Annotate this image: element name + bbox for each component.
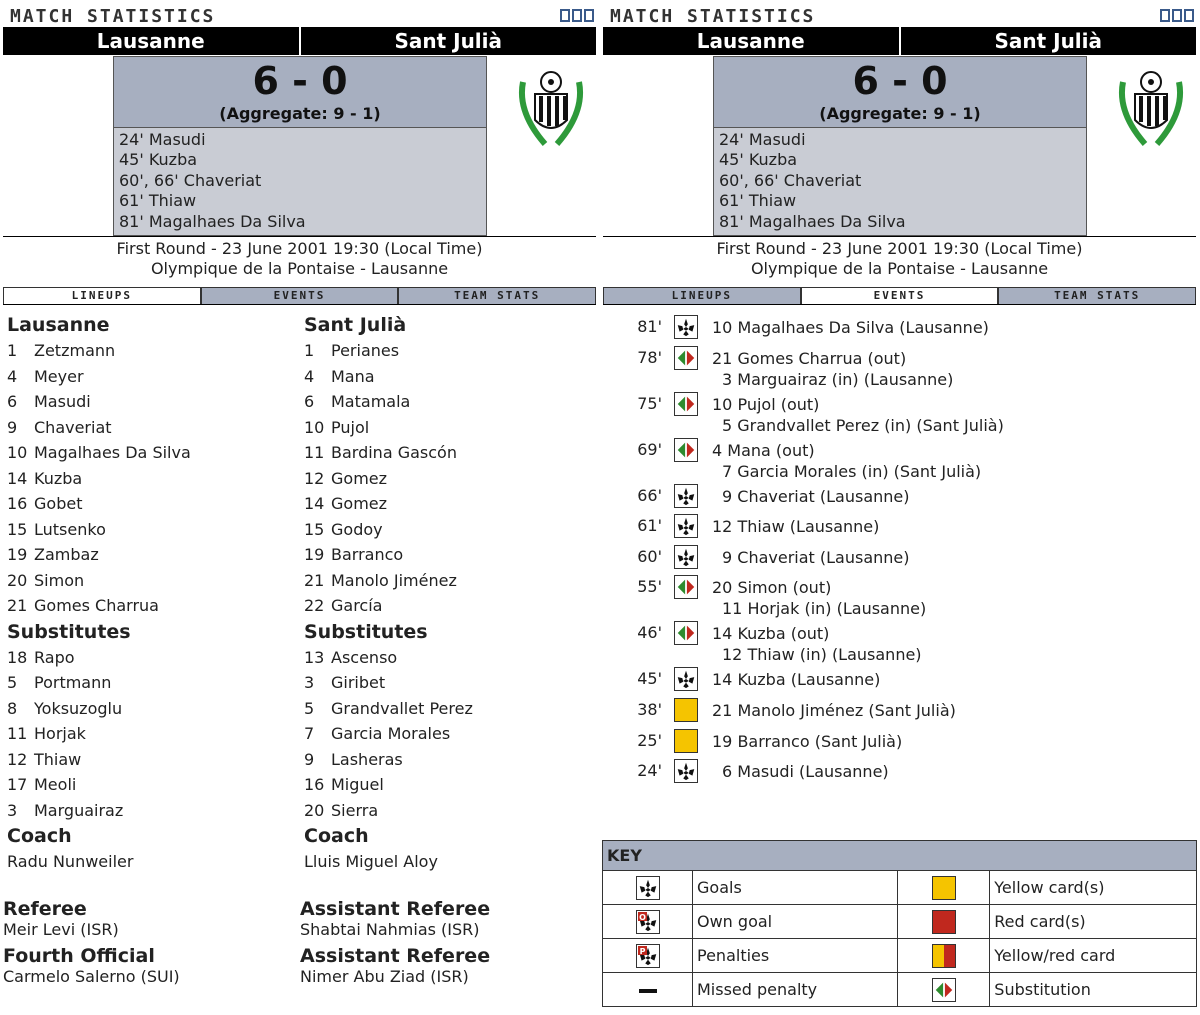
away-team-name: Sant Julià xyxy=(899,27,1197,55)
substitute-row xyxy=(7,721,191,747)
substitution-icon xyxy=(674,621,698,645)
tab-lineups[interactable]: LINEUPS xyxy=(603,287,801,304)
player-number: 5 xyxy=(304,698,315,718)
substitution-icon xyxy=(674,392,698,416)
event-minute: 61' xyxy=(637,516,662,536)
event-minute: 24' xyxy=(637,761,662,781)
scorers-list xyxy=(713,128,1087,236)
player-name: Gomez xyxy=(331,468,388,488)
key-goals-label: Goals xyxy=(693,871,898,905)
player-row xyxy=(7,364,191,390)
panel-header xyxy=(4,4,596,26)
event-line: 9 Chaveriat (Lausanne) xyxy=(722,547,910,567)
team-lineup-title: Sant Julià xyxy=(304,314,407,336)
event-line: 14 Kuzba (out) xyxy=(712,624,830,644)
player-row xyxy=(304,491,473,517)
event-line: 12 Thiaw (Lausanne) xyxy=(712,517,880,537)
player-name: Pujol xyxy=(331,417,370,437)
missed-penalty-icon xyxy=(603,973,693,1007)
player-name: Gomes Charrua xyxy=(34,596,159,615)
player-number: 8 xyxy=(7,698,18,718)
window-button-icon[interactable] xyxy=(572,9,582,22)
player-name: Simon xyxy=(34,570,85,590)
final-score: 6 - 0 xyxy=(252,59,348,103)
player-name: Horjak xyxy=(34,724,86,743)
player-row xyxy=(304,568,473,594)
teams-bar xyxy=(3,27,596,55)
event-line: 3 Marguairaz (in) (Lausanne) xyxy=(722,369,954,389)
player-row xyxy=(7,415,191,441)
away-lineup xyxy=(304,312,473,875)
window-button-icon[interactable] xyxy=(1184,9,1194,22)
scorer-item: 45' Kuzba xyxy=(119,150,198,170)
player-name: Masudi xyxy=(34,392,91,411)
home-lineup xyxy=(7,312,191,875)
key-own-goal-label: Own goal xyxy=(693,905,898,939)
coach-name: Radu Nunweiler xyxy=(7,852,134,871)
player-number: 5 xyxy=(7,673,18,692)
player-number: 1 xyxy=(304,341,315,360)
player-name: Kuzba xyxy=(34,468,83,488)
event-minute: 81' xyxy=(637,317,662,336)
key-penalties-label: Penalties xyxy=(693,939,898,973)
player-name: Gomez xyxy=(331,494,388,513)
club-crest-icon xyxy=(515,62,587,152)
player-number: 9 xyxy=(7,417,18,437)
event-line: 21 Gomes Charrua (out) xyxy=(712,348,907,368)
player-name: García xyxy=(331,596,383,615)
player-number: 18 xyxy=(7,647,28,667)
player-number: 13 xyxy=(304,647,325,667)
player-row xyxy=(304,466,473,492)
player-name: Bardina Gascón xyxy=(331,443,457,462)
player-number: 15 xyxy=(304,519,325,539)
key-red-label: Red card(s) xyxy=(990,905,1197,939)
assistant-referee-title: Assistant Referee xyxy=(300,898,491,920)
player-number: 4 xyxy=(304,366,315,386)
score-box xyxy=(113,56,487,128)
goal-icon xyxy=(674,514,698,538)
player-row xyxy=(7,440,191,466)
scorers-list xyxy=(113,128,487,236)
player-name: Chaveriat xyxy=(34,417,112,437)
round-date-line: First Round - 23 June 2001 19:30 (Local Time) xyxy=(716,239,1083,258)
assistant-referee-name: Nimer Abu Ziad (ISR) xyxy=(300,967,469,986)
substitution-icon xyxy=(898,973,990,1007)
player-name: Mana xyxy=(331,366,375,386)
player-number: 16 xyxy=(304,775,325,794)
panel-header xyxy=(604,4,1196,26)
player-number: 11 xyxy=(304,443,325,462)
player-row xyxy=(304,364,473,390)
event-description xyxy=(712,394,1004,436)
scorer-item: 60', 66' Chaveriat xyxy=(119,170,262,190)
event-description xyxy=(712,700,956,721)
event-minute: 46' xyxy=(637,623,662,643)
player-number: 10 xyxy=(7,443,28,462)
key-substitution-label: Substitution xyxy=(990,973,1197,1007)
match-info xyxy=(603,236,1196,280)
substitution-icon xyxy=(674,346,698,370)
score-box xyxy=(713,56,1087,128)
substitute-row xyxy=(7,798,191,824)
assistant-referee-title: Assistant Referee xyxy=(300,945,491,967)
player-number: 9 xyxy=(304,749,315,769)
window-button-icon[interactable] xyxy=(1172,9,1182,22)
match-stats-panel-events xyxy=(600,0,1198,1015)
substitute-row xyxy=(304,772,473,798)
event-minute: 55' xyxy=(637,577,662,597)
player-name: Ascenso xyxy=(331,647,398,667)
event-line: 21 Manolo Jiménez (Sant Julià) xyxy=(712,701,956,720)
player-number: 17 xyxy=(7,775,28,794)
red-card-icon xyxy=(898,905,990,939)
player-name: Miguel xyxy=(331,775,384,794)
event-line: 4 Mana (out) xyxy=(712,440,815,460)
substitution-icon xyxy=(674,438,698,462)
venue-line: Olympique de la Pontaise - Lausanne xyxy=(750,259,1049,278)
player-number: 4 xyxy=(7,366,18,386)
player-number: 12 xyxy=(304,468,325,488)
tab-lineups[interactable]: LINEUPS xyxy=(3,287,201,304)
teams-bar xyxy=(603,27,1196,55)
player-name: Meoli xyxy=(34,775,77,794)
scorer-item: 24' Masudi xyxy=(719,130,806,149)
event-line: 10 Magalhaes Da Silva (Lausanne) xyxy=(712,318,989,337)
event-minute: 60' xyxy=(637,546,662,566)
substitutes-title: Substitutes xyxy=(304,620,428,643)
player-name: Godoy xyxy=(331,519,383,539)
home-team-name: Lausanne xyxy=(696,29,805,53)
key-missed-penalty-label: Missed penalty xyxy=(693,973,898,1007)
player-name: Grandvallet Perez xyxy=(331,698,473,718)
event-minute: 69' xyxy=(637,439,662,459)
key-yellow-red-label: Yellow/red card xyxy=(990,939,1197,973)
tab-bar xyxy=(3,287,596,305)
club-crest-icon xyxy=(1115,62,1187,152)
player-number: 20 xyxy=(304,800,325,820)
own-goal-icon xyxy=(603,905,693,939)
panel-title: MATCH STATISTICS xyxy=(10,6,216,27)
player-number: 12 xyxy=(7,749,28,769)
player-number: 20 xyxy=(7,570,28,590)
player-name: Matamala xyxy=(331,392,411,411)
event-minute: 75' xyxy=(637,393,662,413)
assistant-referee-name: Shabtai Nahmias (ISR) xyxy=(300,920,480,939)
event-line: 10 Pujol (out) xyxy=(712,394,820,414)
panel-title: MATCH STATISTICS xyxy=(610,6,816,27)
player-row xyxy=(304,440,473,466)
player-row xyxy=(7,593,191,619)
player-row xyxy=(304,415,473,441)
player-number: 10 xyxy=(304,417,325,437)
scorer-item: 81' Magalhaes Da Silva xyxy=(119,211,306,231)
tab-team-stats[interactable]: TEAM STATS xyxy=(398,287,596,304)
penalty-icon xyxy=(603,939,693,973)
player-row xyxy=(7,568,191,594)
event-description xyxy=(712,731,902,752)
player-row xyxy=(7,466,191,492)
player-number: 14 xyxy=(7,468,28,488)
player-name: Marguairaz xyxy=(34,800,124,820)
player-number: 19 xyxy=(304,545,325,564)
player-row xyxy=(304,389,473,415)
goal-icon xyxy=(674,759,698,783)
substitute-row xyxy=(304,670,473,696)
player-name: Giribet xyxy=(331,673,386,692)
player-number: 11 xyxy=(7,724,28,743)
player-number: 15 xyxy=(7,519,28,539)
event-minute: 78' xyxy=(637,347,662,367)
event-description xyxy=(712,547,910,568)
event-line: 20 Simon (out) xyxy=(712,578,832,598)
player-name: Garcia Morales xyxy=(331,724,451,743)
match-info xyxy=(3,236,596,280)
event-description xyxy=(712,623,922,665)
player-row xyxy=(7,491,191,517)
player-number: 3 xyxy=(304,673,315,692)
yellow-card-icon xyxy=(674,698,698,722)
event-line: 11 Horjak (in) (Lausanne) xyxy=(722,599,927,619)
event-minute: 45' xyxy=(637,669,662,689)
window-button-icon[interactable] xyxy=(1160,9,1170,22)
coach-title: Coach xyxy=(304,825,369,847)
referee-name: Meir Levi (ISR) xyxy=(3,920,119,939)
home-team-name: Lausanne xyxy=(96,29,205,53)
player-number: 14 xyxy=(304,494,325,513)
substitute-row xyxy=(304,721,473,747)
player-row xyxy=(304,542,473,568)
fourth-official-name: Carmelo Salerno (SUI) xyxy=(3,967,180,986)
player-number: 19 xyxy=(7,545,28,564)
scorer-item: 45' Kuzba xyxy=(719,150,798,170)
key-table xyxy=(602,840,1197,1007)
fourth-official-block xyxy=(3,945,180,987)
player-number: 1 xyxy=(7,341,18,360)
event-description xyxy=(712,761,889,782)
event-line: 7 Garcia Morales (in) (Sant Julià) xyxy=(722,461,982,481)
player-number: 16 xyxy=(7,494,28,513)
scorer-item: 60', 66' Chaveriat xyxy=(719,170,862,190)
scorer-item: 61' Thiaw xyxy=(119,191,197,211)
substitute-row xyxy=(304,645,473,671)
substitute-row xyxy=(7,670,191,696)
player-name: Perianes xyxy=(331,341,400,360)
substitutes-title: Substitutes xyxy=(7,620,131,643)
referee-title: Referee xyxy=(3,898,87,920)
substitute-row xyxy=(304,747,473,773)
svg-text:P: P xyxy=(639,946,645,956)
venue-line: Olympique de la Pontaise - Lausanne xyxy=(150,259,449,278)
tab-events[interactable]: EVENTS xyxy=(201,287,399,304)
fourth-official-title: Fourth Official xyxy=(3,945,155,967)
player-name: Yoksuzoglu xyxy=(34,698,123,718)
team-lineup-title: Lausanne xyxy=(7,314,110,336)
event-description xyxy=(712,669,880,690)
assistant-referee-block xyxy=(300,898,490,940)
player-name: Meyer xyxy=(34,366,84,386)
player-name: Gobet xyxy=(34,494,83,513)
player-row xyxy=(7,389,191,415)
event-description xyxy=(712,577,926,619)
yellow-card-icon xyxy=(898,871,990,905)
event-line: 14 Kuzba (Lausanne) xyxy=(712,670,881,690)
substitute-row xyxy=(304,798,473,824)
match-stats-panel-lineups xyxy=(0,0,598,1015)
player-row xyxy=(304,517,473,543)
coach-name: Lluis Miguel Aloy xyxy=(304,852,438,871)
event-line: 9 Chaveriat (Lausanne) xyxy=(722,486,910,506)
yellow-red-card-icon xyxy=(898,939,990,973)
event-minute: 66' xyxy=(637,485,662,505)
event-line: 6 Masudi (Lausanne) xyxy=(722,762,889,782)
window-controls xyxy=(1160,9,1194,22)
event-minute: 25' xyxy=(637,730,662,750)
key-title: KEY xyxy=(603,841,1197,871)
player-number: 21 xyxy=(304,570,325,590)
goal-icon xyxy=(603,871,693,905)
away-team-name: Sant Julià xyxy=(299,27,597,55)
event-description xyxy=(712,348,953,390)
player-name: Rapo xyxy=(34,647,75,667)
assistant-referee-block xyxy=(300,945,490,987)
player-number: 6 xyxy=(304,392,315,411)
player-name: Zambaz xyxy=(34,545,99,564)
player-number: 7 xyxy=(304,724,315,743)
event-description xyxy=(712,486,910,507)
tab-team-stats[interactable]: TEAM STATS xyxy=(998,287,1196,304)
event-minute: 38' xyxy=(637,700,662,719)
player-name: Manolo Jiménez xyxy=(331,570,457,590)
goal-icon xyxy=(674,667,698,691)
scorer-item: 24' Masudi xyxy=(119,130,206,149)
player-row xyxy=(304,593,473,619)
aggregate-score: (Aggregate: 9 - 1) xyxy=(819,104,981,123)
svg-text:O: O xyxy=(638,912,646,922)
event-line: 12 Thiaw (in) (Lausanne) xyxy=(722,645,922,665)
player-number: 3 xyxy=(7,800,18,820)
player-name: Sierra xyxy=(331,800,379,820)
event-line: 19 Barranco (Sant Julià) xyxy=(712,731,903,751)
window-button-icon[interactable] xyxy=(584,9,594,22)
substitute-row xyxy=(7,645,191,671)
substitute-row xyxy=(7,772,191,798)
yellow-card-icon xyxy=(674,729,698,753)
coach-title: Coach xyxy=(7,825,72,847)
player-number: 21 xyxy=(7,596,28,615)
player-name: Lasheras xyxy=(331,749,403,769)
player-name: Lutsenko xyxy=(34,519,106,539)
tab-bar xyxy=(603,287,1196,305)
event-line: 5 Grandvallet Perez (in) (Sant Julià) xyxy=(722,415,1004,435)
player-number: 6 xyxy=(7,392,18,411)
player-name: Barranco xyxy=(331,545,404,564)
referee-block xyxy=(3,898,119,940)
goal-icon xyxy=(674,315,698,339)
player-name: Zetzmann xyxy=(34,341,116,360)
key-yellow-label: Yellow card(s) xyxy=(990,871,1197,905)
player-name: Portmann xyxy=(34,673,112,692)
player-number: 22 xyxy=(304,596,325,615)
final-score: 6 - 0 xyxy=(852,59,948,103)
event-description xyxy=(712,317,989,338)
player-row xyxy=(7,517,191,543)
goal-icon xyxy=(674,545,698,569)
aggregate-score: (Aggregate: 9 - 1) xyxy=(219,104,381,123)
window-button-icon[interactable] xyxy=(560,9,570,22)
player-name: Thiaw xyxy=(34,749,82,769)
player-row xyxy=(7,542,191,568)
substitute-row xyxy=(7,747,191,773)
window-controls xyxy=(560,9,594,22)
tab-events[interactable]: EVENTS xyxy=(801,287,999,304)
event-description xyxy=(712,440,981,482)
scorer-item: 81' Magalhaes Da Silva xyxy=(719,211,906,231)
player-name: Magalhaes Da Silva xyxy=(34,443,191,462)
goal-icon xyxy=(674,484,698,508)
substitution-icon xyxy=(674,575,698,599)
substitute-row xyxy=(304,696,473,722)
substitute-row xyxy=(7,696,191,722)
player-row xyxy=(7,338,191,364)
scorer-item: 61' Thiaw xyxy=(719,191,797,211)
event-description xyxy=(712,516,879,537)
player-row xyxy=(304,338,473,364)
round-date-line: First Round - 23 June 2001 19:30 (Local Time) xyxy=(116,239,483,258)
